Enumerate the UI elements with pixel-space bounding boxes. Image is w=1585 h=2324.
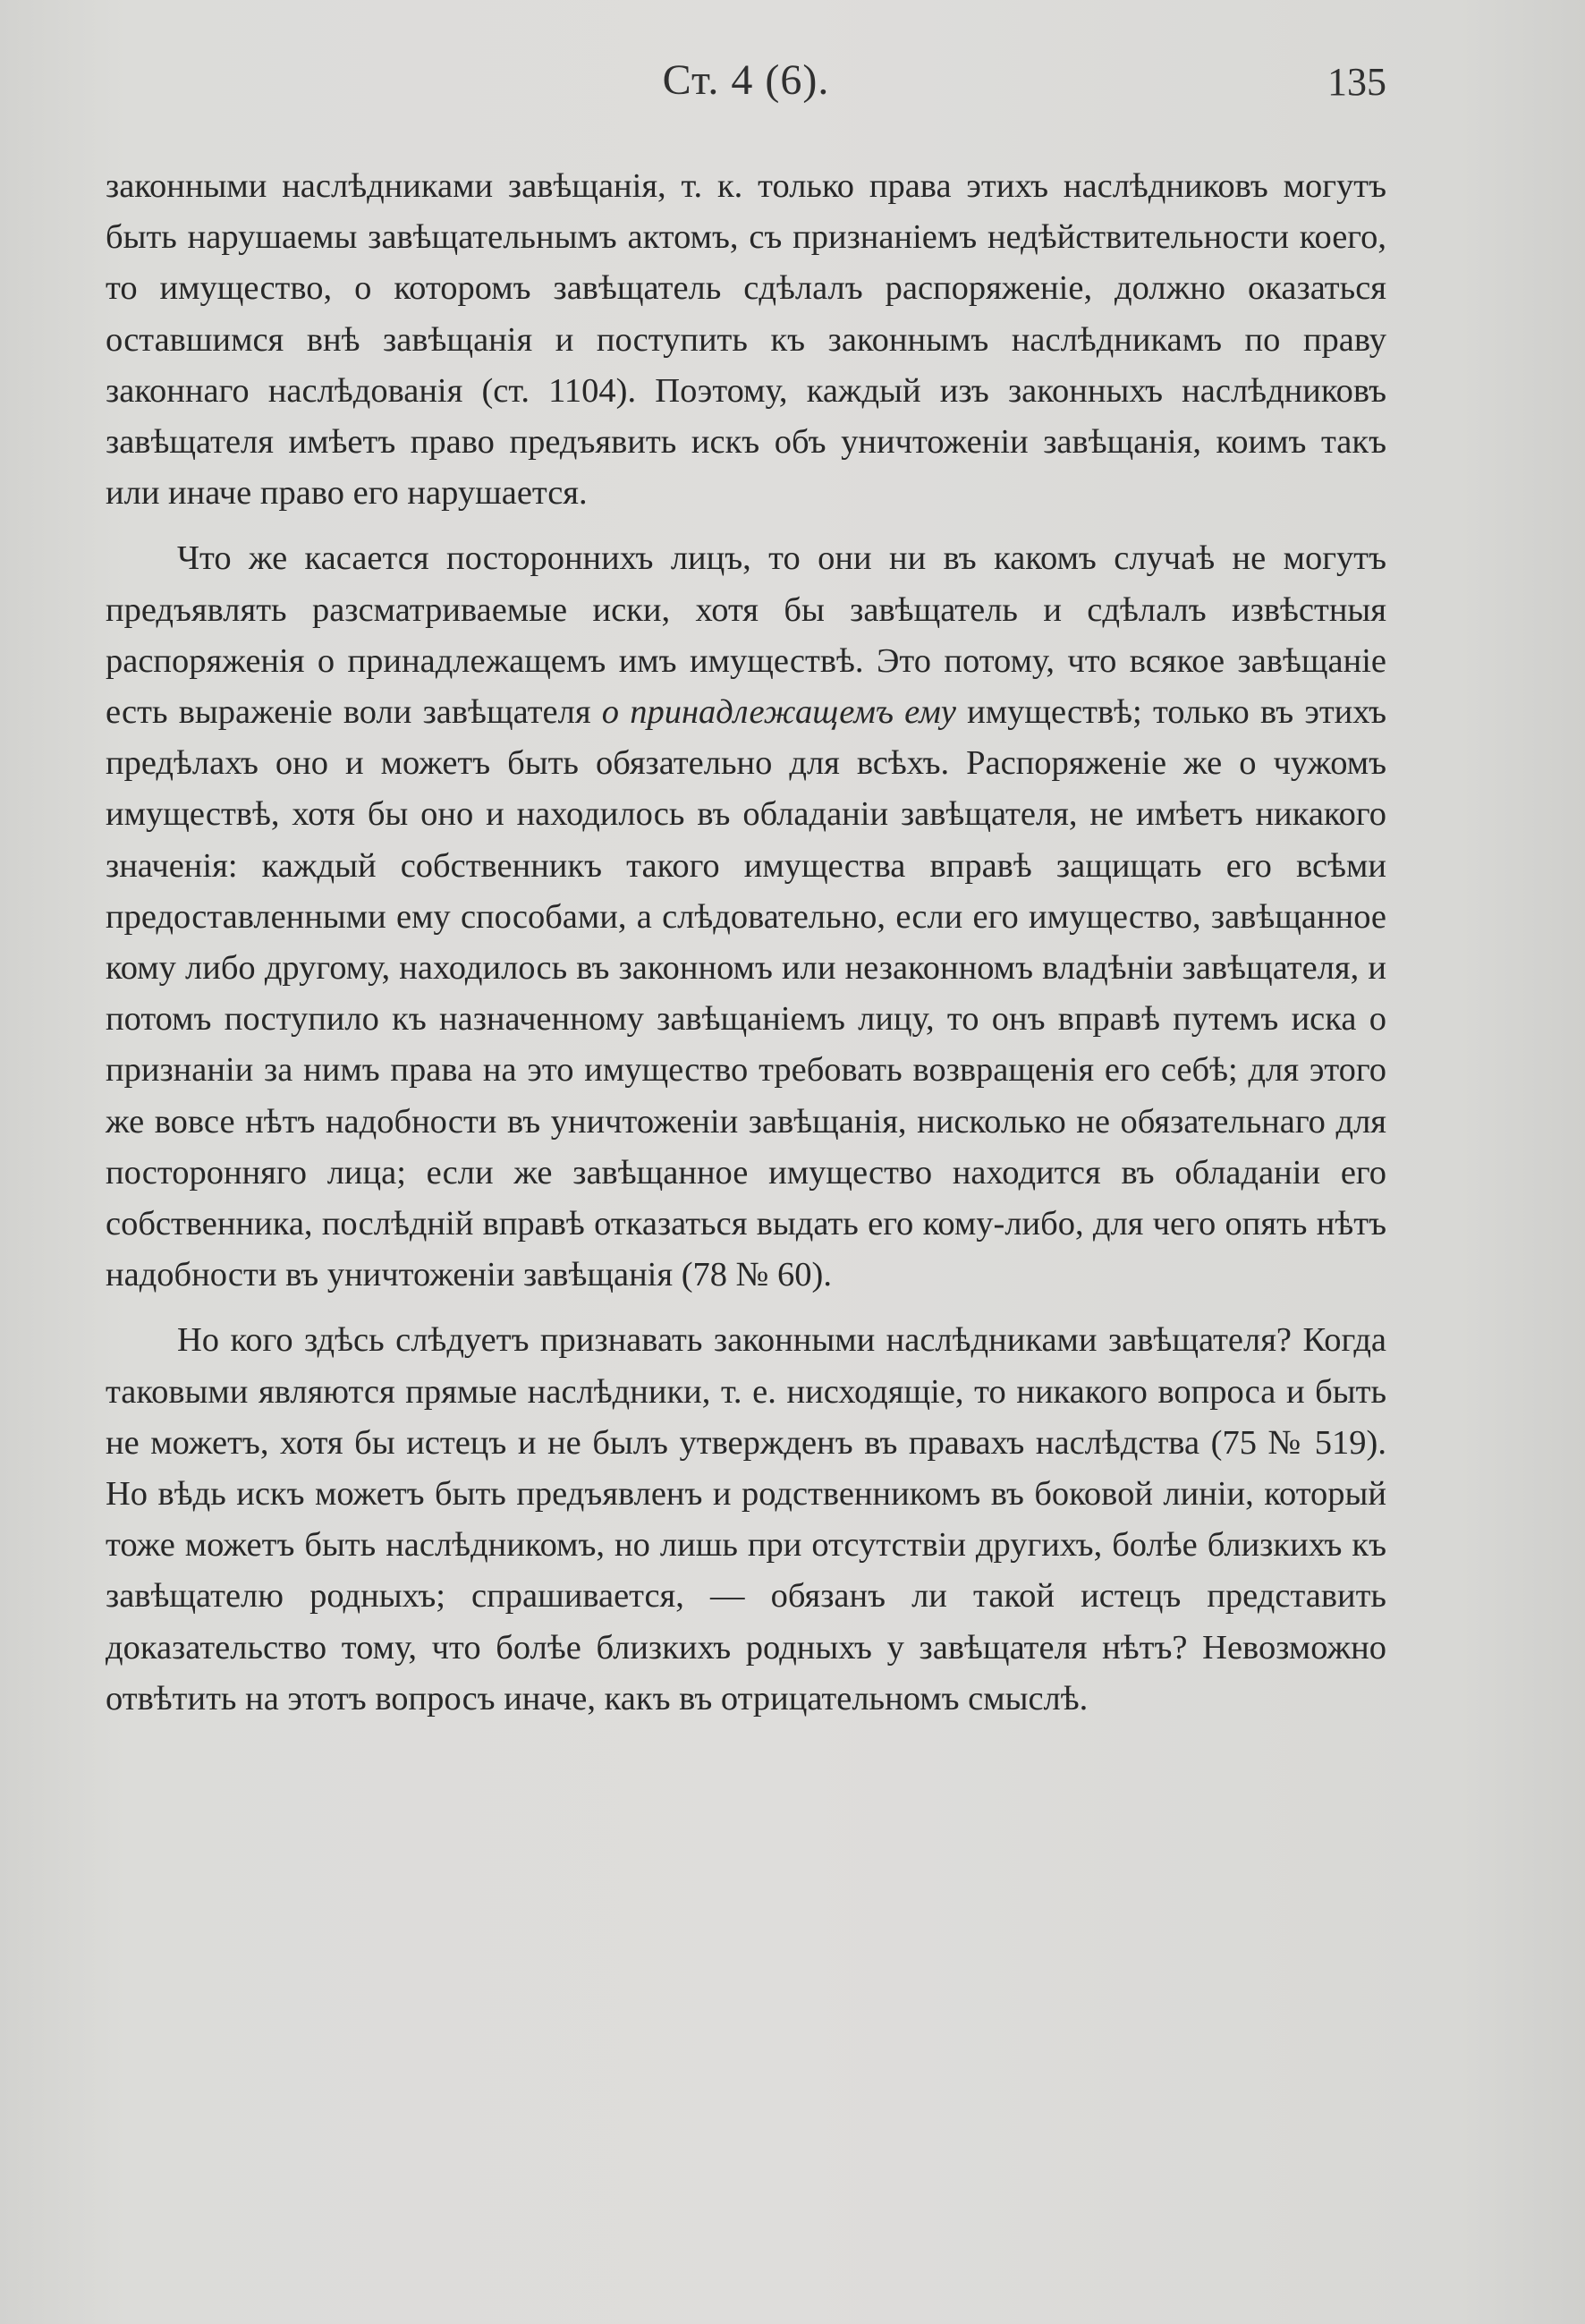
paragraph-legal-heirs-question: Но кого здѣсь слѣдуетъ признавать законными наслѣдниками завѣщателя? Когда таковыми являются прямые наслѣдники, т. е. нисходящіе, то никакого вопроса и быть не можетъ, хотя бы истецъ и не былъ утвержденъ въ правахъ наслѣдства (75 № 519). Но вѣдь искъ можетъ быть предъявленъ и родственникомъ въ боковой линіи, который тоже можетъ быть наслѣдникомъ, но лишь при отсутствіи другихъ, болѣе близкихъ къ завѣщателю родныхъ; спрашивается, — обязанъ ли такой истецъ представить доказательство тому, что болѣе близкихъ родныхъ у завѣщателя нѣтъ? Невозможно отвѣтить на этотъ вопросъ иначе, какъ въ отрицательномъ смыслѣ.: [106, 1321, 1386, 1718]
page-number: 135: [1327, 60, 1386, 104]
page-header: [106, 55, 1386, 118]
paragraph-continuation: законными наслѣдниками завѣщанія, т. к. только права этихъ наслѣдниковъ могутъ быть нарушаемы завѣщательнымъ актомъ, съ признаніемъ недѣйствительности коего, то имущество, о которомъ завѣщатель сдѣлалъ распоряженіе, должно оказаться оставшимся внѣ завѣщанія и поступить къ законнымъ наслѣдникамъ по праву законнаго наслѣдованія (ст. 1104). Поэтому, каждый изъ законныхъ наслѣдниковъ завѣщателя имѣетъ право предъявить искъ объ уничтоженіи завѣщанія, коимъ такъ или иначе право его нарушается.: [106, 167, 1386, 513]
paragraph-text-end: имуществѣ; только въ этихъ предѣлахъ оно и можетъ быть обязательно для всѣхъ. Распоряженіе же о чужомъ имуществѣ, хотя бы оно и находилось въ обладаніи завѣщателя, не имѣетъ никакого значенія: каждый собственникъ такого имущества вправѣ защищать его всѣми предоставленными ему способами, а слѣдовательно, если его имущество, завѣщанное кому либо другому, находилось въ законномъ или незаконномъ владѣніи завѣщателя, и потомъ поступило къ назначенному завѣщаніемъ лицу, то онъ вправѣ путемъ иска о признаніи за нимъ права на это имущество требовать возвращенія его себѣ; для этого же вовсе нѣтъ надобности въ уничтоженіи завѣщанія, нисколько не обязательнаго для посторонняго лица; если же завѣщанное имущество находится въ обладаніи его собственника, послѣдній вправѣ отказаться выдать его кому-либо, для чего опять нѣтъ надобности въ уничтоженіи завѣщанія (78 № 60).: [106, 693, 1386, 1294]
paragraph-outside-persons: [106, 533, 1386, 1301]
italic-emphasis: о принадлежащемъ ему: [601, 693, 956, 732]
paragraph-text-start: Что же касается постороннихъ лицъ, то они ни въ какомъ случаѣ не могутъ предъявлять разсматриваемые иски, хотя бы завѣщатель и сдѣлалъ извѣстныя распоряженія о принадлежащемъ имъ имуществѣ. Это потому, что всякое завѣщаніе есть выраженіе воли завѣщателя: [106, 539, 1386, 732]
body-text: [106, 161, 1386, 1725]
running-title: Ст. 4 (6).: [662, 56, 830, 104]
